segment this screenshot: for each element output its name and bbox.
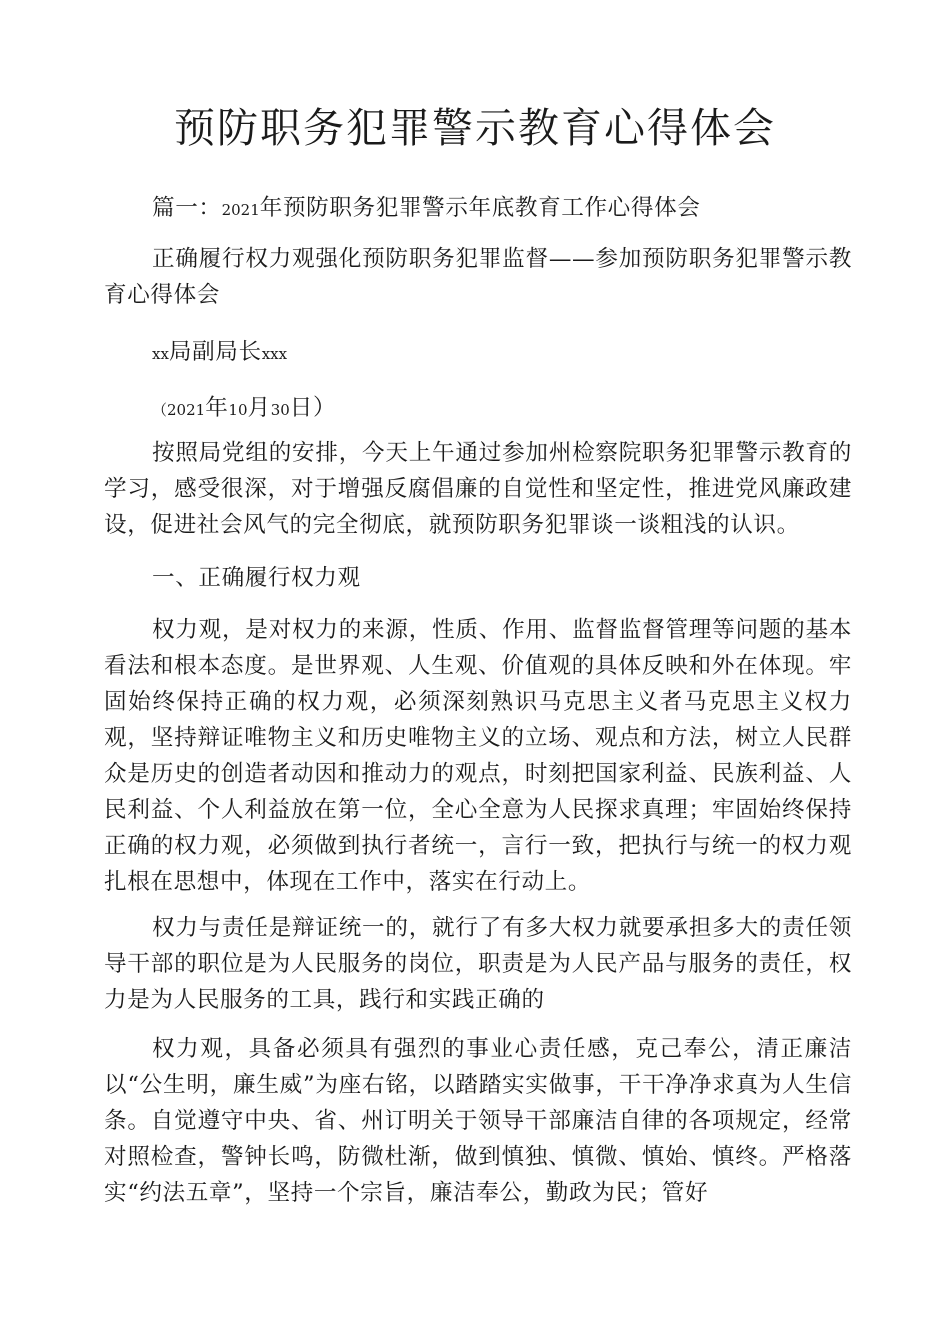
date-line — [104, 390, 852, 428]
subtitle-year: 2021 — [221, 201, 260, 219]
section-heading-1: 一、正确履行权力观 — [152, 565, 361, 591]
subtitle-line — [104, 190, 852, 228]
subtitle-prefix: 篇一： — [152, 195, 222, 221]
paragraph-1: 按照局党组的安排，今天上午通过参加州检察院职务犯罪警示教育的学习，感受很深，对于增强反腐倡廉的自觉性和坚定性，推进党风廉政建设，促进社会风气的完全彻底，就预防职务犯罪谈一谈粗浅的认识。 — [104, 440, 852, 538]
subtitle-text: 年预防职务犯罪警示年底教育工作心得体会 — [259, 195, 701, 221]
date-year: 2021 — [167, 401, 206, 419]
document-title: 预防职务犯罪警示教育心得体会 — [174, 104, 776, 152]
date-day: 30 — [270, 401, 290, 419]
paragraph-3: 权力与责任是辩证统一的，就行了有多大权力就要承担多大的责任领导干部的职位是为人民服务的岗位，职责是为人民产品与服务的责任，权力是为人民服务的工具，践行和实践正确的 — [104, 915, 852, 1013]
date-year-char: 年 — [205, 395, 229, 421]
date-open: （ — [152, 401, 168, 419]
author-line — [104, 334, 852, 372]
paragraph-2: 权力观，是对权力的来源，性质、作用、监督监督管理等问题的基本看法和根本态度。是世界观、人生观、价值观的具体反映和外在体现。牢固始终保持正确的权力观，必须深刻熟识马克思主义者马克思主义权力观，坚持辩证唯物主义和历史唯物主义的立场、观点和方法，树立人民群众是历史的创造者动因和推动力的观点，时刻把国家利益、民族利益、人民利益、个人利益放在第一位，全心全意为人民探求真理；牢固始终保持正确的权力观，必须做到执行者统一，言行一致，把执行与统一的权力观扎根在思想中，体现在工作中，落实在行动上。 — [104, 617, 852, 895]
date-month-char: 月 — [247, 395, 271, 421]
heading-line: 正确履行权力观强化预防职务犯罪监督——参加预防职务犯罪警示教育心得体会 — [104, 246, 852, 308]
author-prefix: xx — [152, 345, 169, 363]
paragraph-4: 权力观，具备必须具有强烈的事业心责任感，克己奉公，清正廉洁以“公生明，廉生威”为座右铭，以踏踏实实做事，干干净净求真为人生信条。自觉遵守中央、省、州订明关于领导干部廉洁自律的各项规定，经常对照检查，警钟长鸣，防微杜渐，做到慎独、慎微、慎始、慎终。严格落实“约法五章”，坚持一个宗旨，廉洁奉公，勤政为民；管好 — [104, 1036, 852, 1206]
date-close: 日） — [289, 395, 337, 421]
author-suffix: xxx — [261, 345, 288, 363]
author-title: 局副局长 — [168, 339, 262, 365]
date-month: 10 — [228, 401, 248, 419]
